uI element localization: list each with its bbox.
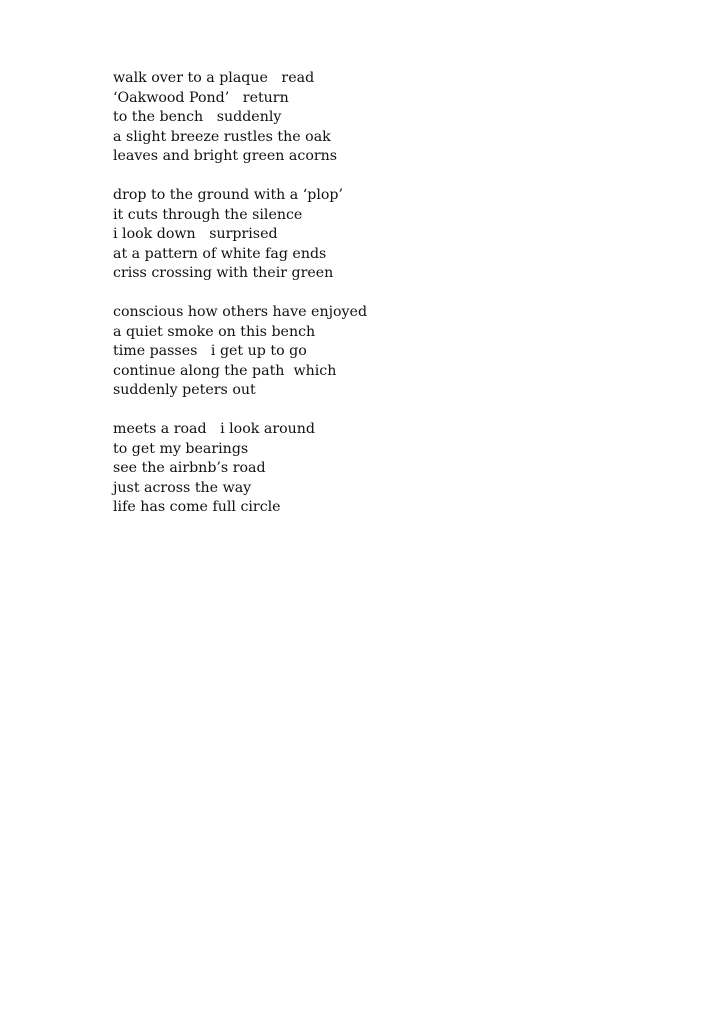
poem-line: a slight breeze rustles the oak bbox=[113, 128, 331, 145]
poem-line: just across the way bbox=[113, 479, 252, 496]
poem-line: suddenly peters out bbox=[113, 382, 256, 398]
poem-line: continue along the path which bbox=[113, 362, 337, 379]
poem-line: to the bench suddenly bbox=[113, 109, 282, 125]
poem-line: it cuts through the silence bbox=[113, 206, 303, 223]
poem-line: a quiet smoke on this bench bbox=[113, 323, 316, 340]
poem-line: time passes i get up to go bbox=[113, 343, 307, 359]
poem-line: life has come full circle bbox=[113, 499, 281, 515]
poem-line: at a pattern of white fag ends bbox=[113, 245, 327, 262]
poem-line: ‘Oakwood Pond’ return bbox=[113, 89, 289, 106]
poem-line: leaves and bright green acorns bbox=[113, 148, 338, 164]
poem-line: conscious how others have enjoyed bbox=[113, 304, 368, 320]
stanza-3 bbox=[113, 303, 673, 401]
stanza-4 bbox=[113, 420, 673, 518]
stanza-1 bbox=[113, 69, 673, 167]
poem-line: criss crossing with their green bbox=[113, 265, 334, 281]
poem-line: to get my bearings bbox=[113, 440, 249, 457]
poem-line: meets a road i look around bbox=[113, 421, 316, 437]
stanza-2 bbox=[113, 186, 673, 284]
poem-line: drop to the ground with a ‘plop’ bbox=[113, 187, 344, 203]
poem-text bbox=[113, 69, 673, 537]
poem-line: i look down surprised bbox=[113, 226, 278, 242]
poem-line: see the airbnb’s road bbox=[113, 460, 266, 476]
poem-line: walk over to a plaque read bbox=[113, 70, 315, 86]
